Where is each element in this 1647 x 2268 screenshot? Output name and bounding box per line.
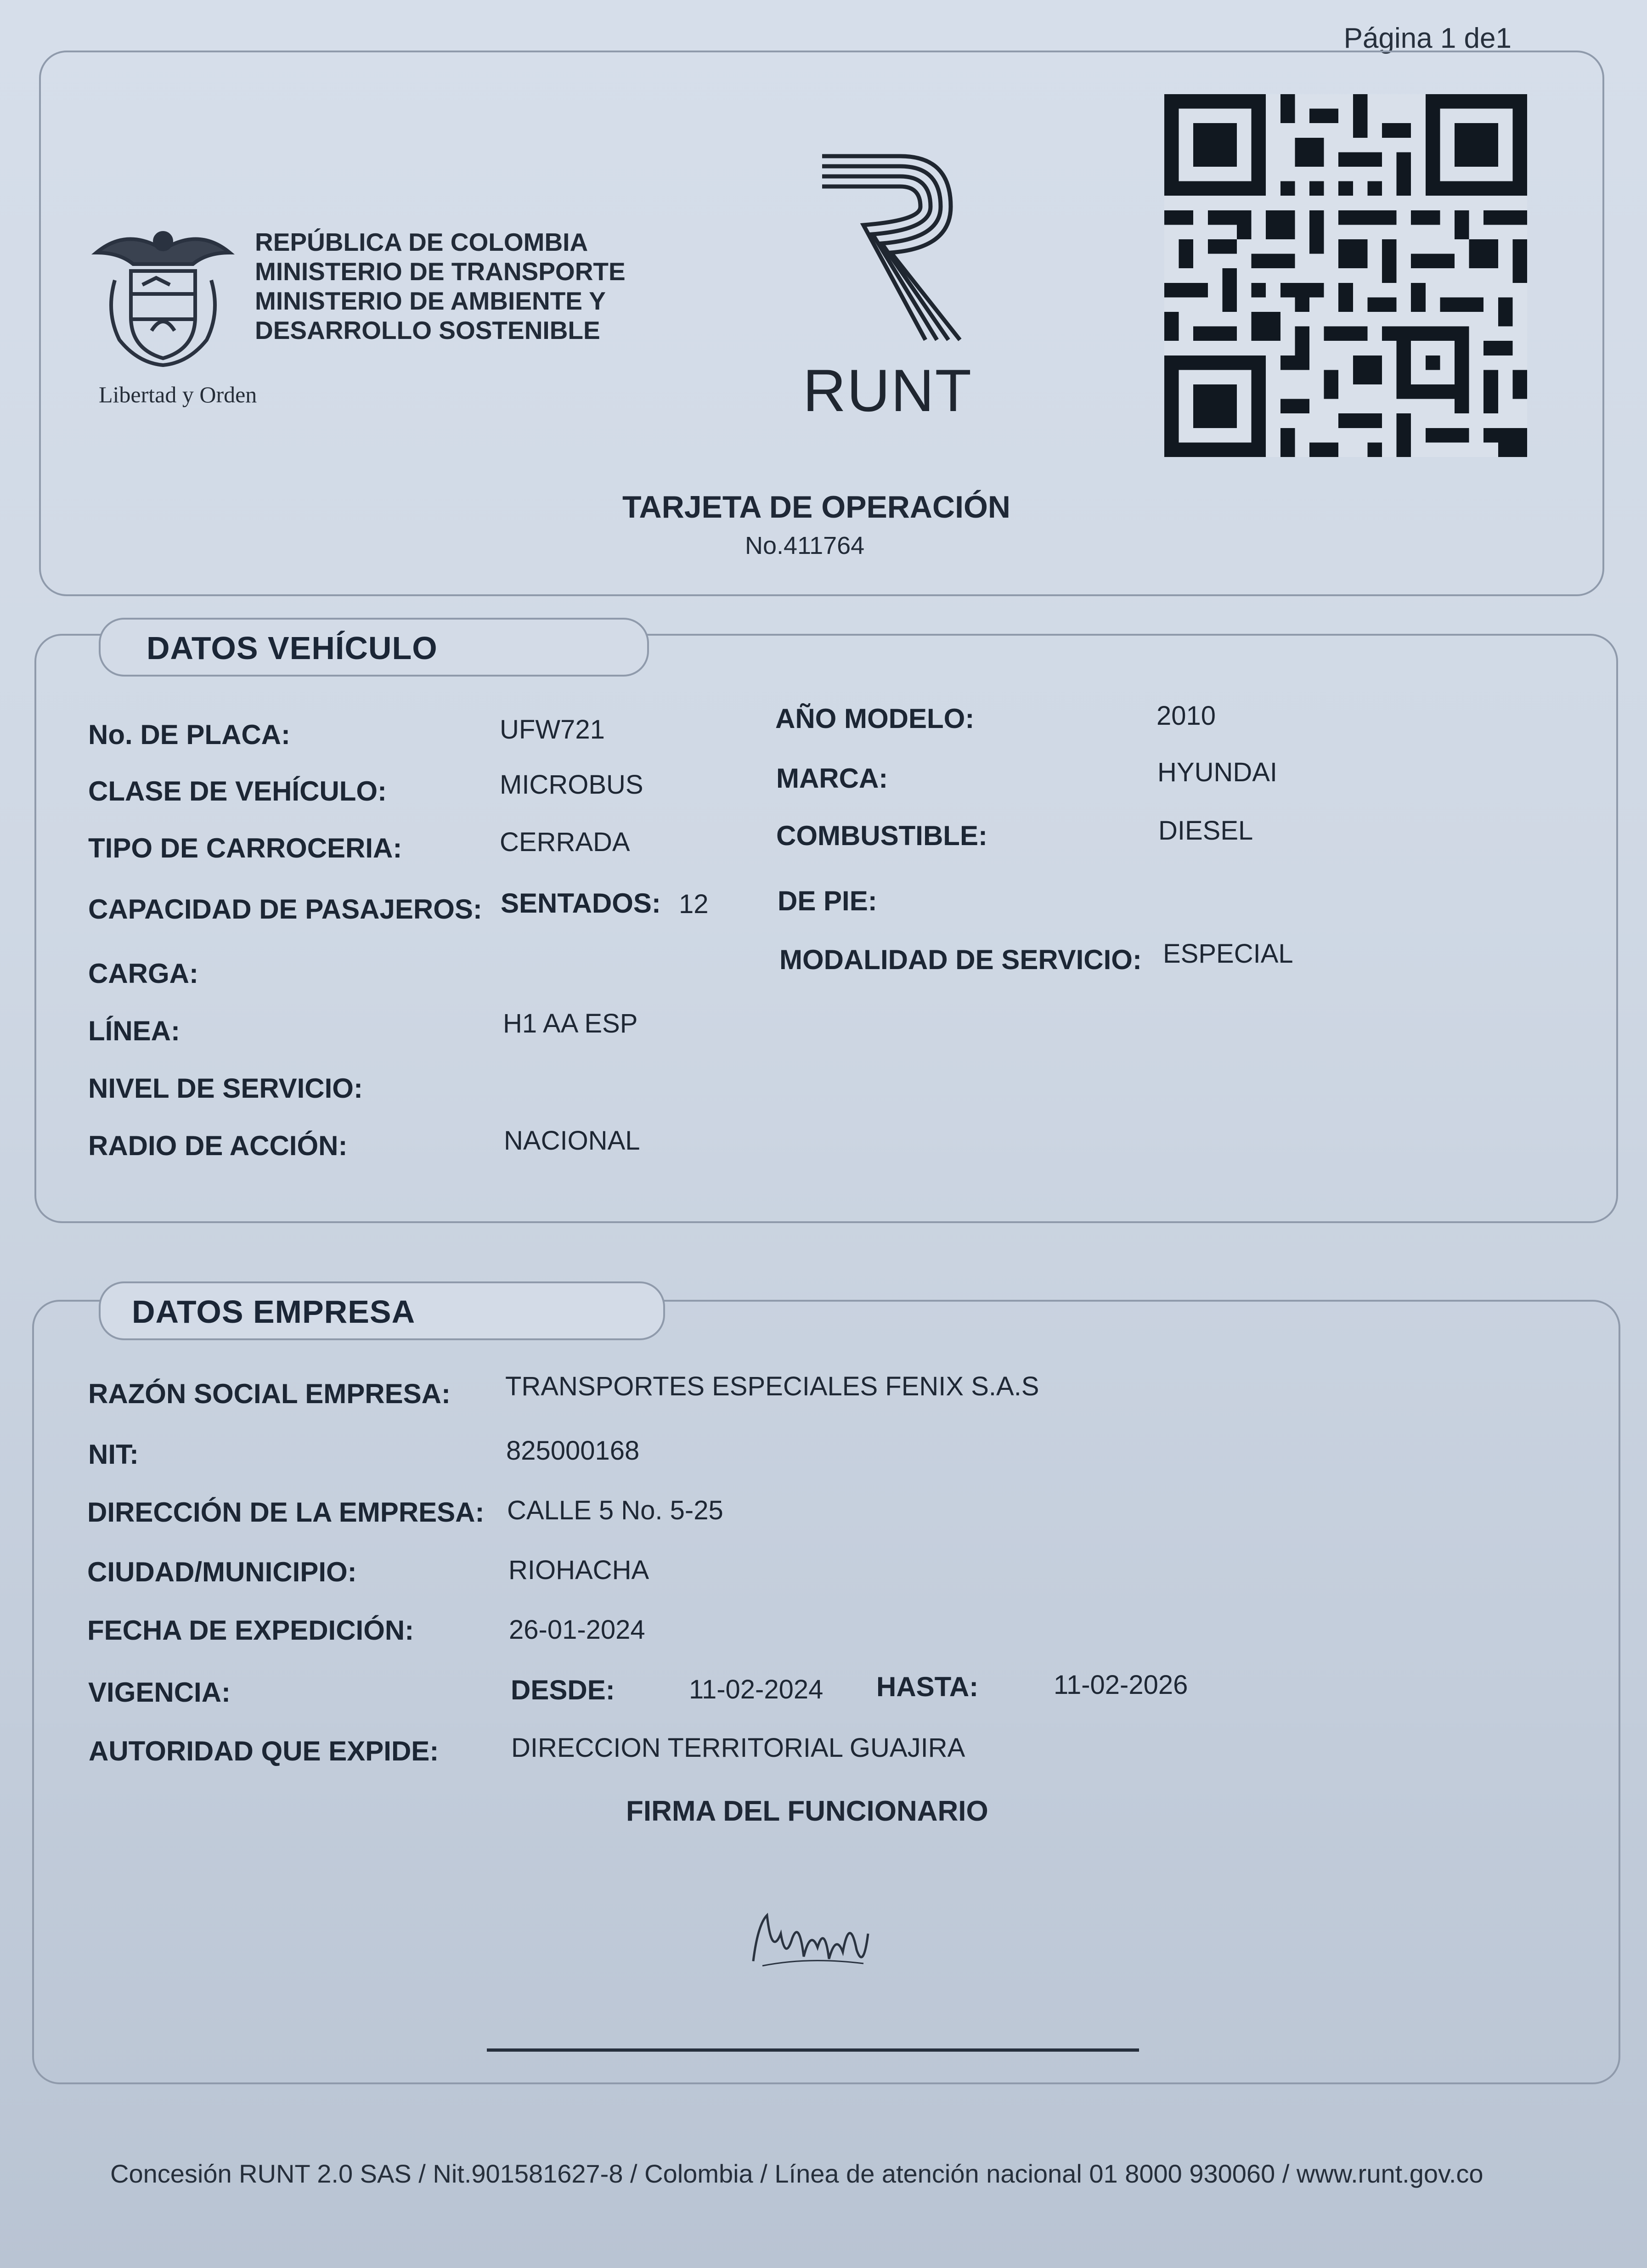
ministry-line: MINISTERIO DE AMBIENTE Y — [255, 287, 606, 315]
page-number: Página 1 de1 — [1343, 23, 1512, 54]
model-year-value: 2010 — [1156, 701, 1216, 731]
brand-label: MARCA: — [776, 763, 888, 794]
company-name-label: RAZÓN SOCIAL EMPRESA: — [88, 1378, 451, 1409]
body-type-label: TIPO DE CARROCERIA: — [88, 833, 402, 863]
city-value: RIOHACHA — [508, 1555, 649, 1585]
document-title: TARJETA DE OPERACIÓN — [622, 490, 1011, 525]
nit-label: NIT: — [88, 1439, 139, 1470]
footer-text: Concesión RUNT 2.0 SAS / Nit.901581627-8 / Colombia / Línea de atención nacional 01 8000 930060 / www.runt.gov.co — [110, 2159, 1483, 2188]
authority-label: AUTORIDAD QUE EXPIDE: — [89, 1736, 439, 1766]
validity-to-value: 11-02-2026 — [1054, 1670, 1188, 1700]
seated-label: SENTADOS: — [501, 888, 661, 919]
ministry-line: DESARROLLO SOSTENIBLE — [255, 316, 600, 344]
class-value: MICROBUS — [500, 770, 643, 800]
company-section-title: DATOS EMPRESA — [132, 1294, 416, 1330]
ministry-line: MINISTERIO DE TRANSPORTE — [255, 257, 626, 286]
coat-of-arms-icon — [87, 220, 239, 372]
ministry-block — [255, 227, 626, 345]
validity-label: VIGENCIA: — [88, 1677, 231, 1708]
validity-from-value: 11-02-2024 — [689, 1675, 824, 1704]
document-number: No.411764 — [745, 532, 865, 559]
address-label: DIRECCIÓN DE LA EMPRESA: — [87, 1497, 485, 1528]
company-section-tab — [99, 1281, 665, 1340]
standing-label: DE PIE: — [778, 886, 877, 916]
line-value: H1 AA ESP — [503, 1009, 638, 1038]
body-type-value: CERRADA — [500, 827, 630, 857]
fuel-label: COMBUSTIBLE: — [776, 820, 987, 851]
qr-code-icon — [1162, 94, 1529, 457]
vehicle-section-tab — [99, 618, 649, 677]
issue-date-label: FECHA DE EXPEDICIÓN: — [87, 1615, 414, 1646]
address-value: CALLE 5 No. 5-25 — [507, 1495, 723, 1525]
range-label: RADIO DE ACCIÓN: — [88, 1130, 348, 1161]
city-label: CIUDAD/MUNICIPIO: — [87, 1557, 357, 1587]
authority-value: DIRECCION TERRITORIAL GUAJIRA — [511, 1733, 965, 1763]
seated-value: 12 — [679, 889, 709, 919]
cargo-label: CARGA: — [88, 958, 198, 989]
brand-value: HYUNDAI — [1157, 757, 1278, 787]
motto: Libertad y Orden — [99, 382, 257, 407]
plate-label: No. DE PLACA: — [88, 719, 290, 750]
range-value: NACIONAL — [504, 1126, 640, 1156]
capacity-label: CAPACIDAD DE PASAJEROS: — [88, 894, 482, 925]
service-mode-value: ESPECIAL — [1163, 939, 1293, 969]
validity-from-label: DESDE: — [511, 1675, 615, 1705]
validity-to-label: HASTA: — [876, 1671, 979, 1702]
signature-title: FIRMA DEL FUNCIONARIO — [626, 1795, 988, 1827]
vehicle-section-title: DATOS VEHÍCULO — [147, 630, 438, 666]
service-level-label: NIVEL DE SERVICIO: — [88, 1073, 363, 1104]
handwritten-signature-icon — [749, 1906, 873, 1984]
fuel-value: DIESEL — [1158, 816, 1253, 846]
runt-logo-icon — [813, 147, 969, 358]
runt-logo-text: RUNT — [803, 357, 973, 424]
company-name-value: TRANSPORTES ESPECIALES FENIX S.A.S — [505, 1371, 1039, 1401]
ministry-line: REPÚBLICA DE COLOMBIA — [255, 228, 588, 256]
service-mode-label: MODALIDAD DE SERVICIO: — [779, 944, 1142, 975]
issue-date-value: 26-01-2024 — [509, 1615, 645, 1645]
line-label: LÍNEA: — [88, 1016, 180, 1046]
model-year-label: AÑO MODELO: — [775, 703, 975, 734]
nit-value: 825000168 — [506, 1436, 640, 1466]
plate-value: UFW721 — [500, 715, 605, 745]
class-label: CLASE DE VEHÍCULO: — [88, 776, 387, 807]
signature-line — [487, 2048, 1139, 2052]
